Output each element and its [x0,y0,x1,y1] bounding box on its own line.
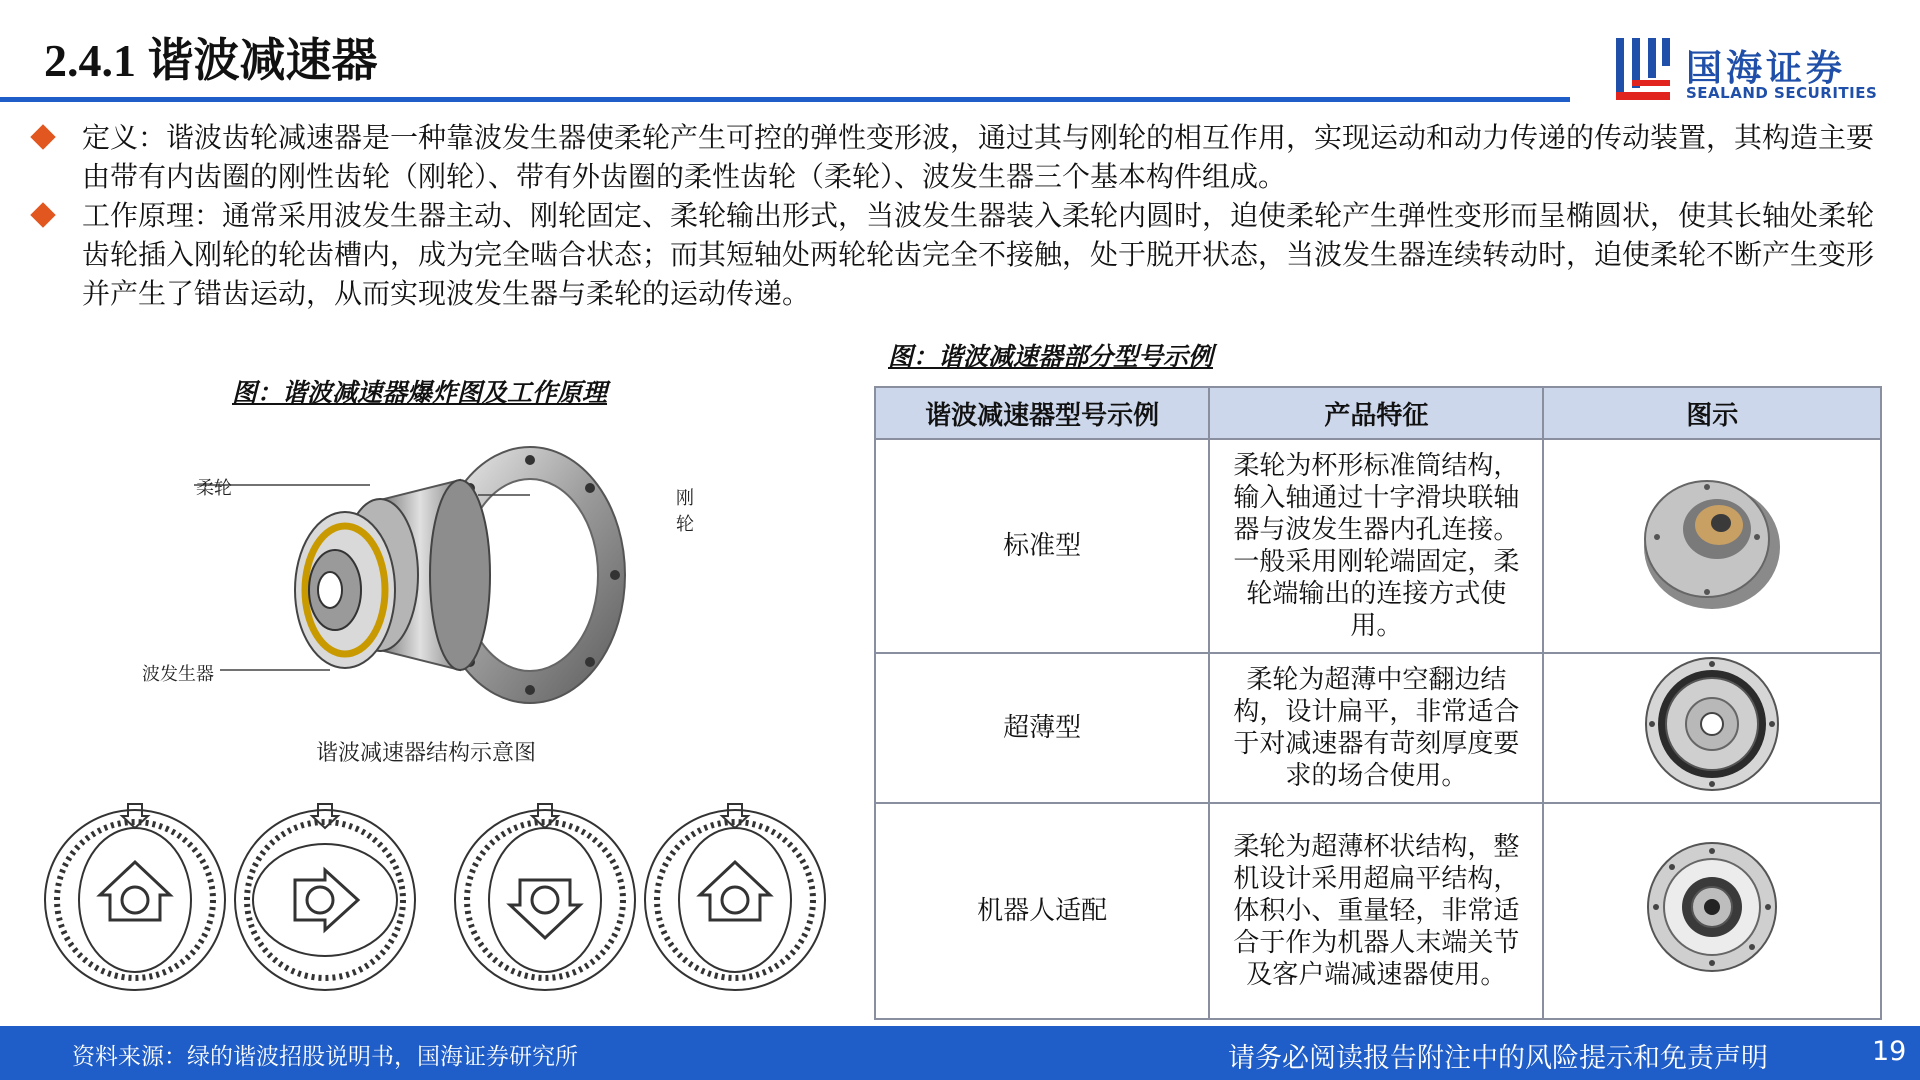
title-divider [0,97,1570,102]
label-circular-spline: 刚轮 [676,488,694,534]
column-header-model: 谐波减速器型号示例 [875,387,1209,439]
disclaimer-text: 请务必阅读报告附注中的风险提示和免责声明 [1228,1043,1768,1074]
table-row [875,439,1881,653]
exploded-view-caption: 谐波减速器结构示意图 [316,740,537,765]
meshing-stage-3 [455,804,635,990]
diamond-bullet-icon [30,202,55,227]
table-row [875,653,1881,803]
right-figure-caption: 图：谐波减速器部分型号示例 [888,342,1214,371]
sealand-logo [1612,34,1882,106]
standard-reducer-image [1637,467,1787,617]
meshing-stage-4 [645,804,825,990]
model-image-cell [1543,439,1881,653]
model-feature-cell: 柔轮为杯形标准筒结构，输入轴通过十字滑块联轴器与波发生器内孔连接。一般采用刚轮端固定，柔轮端输出的连接方式使用。 [1209,439,1543,653]
table-header-row [875,387,1881,439]
bullet-principle [28,196,1898,313]
column-header-feature: 产品特征 [1209,387,1543,439]
sealand-logo-icon [1612,34,1674,104]
robot-reducer-image [1642,837,1782,977]
model-examples-table [874,386,1882,1020]
model-type-cell: 标准型 [875,439,1209,653]
logo-text-cn: 国海证券 [1686,48,1847,89]
page-title: 2.4.1 谐波减速器 [44,35,378,86]
column-header-image: 图示 [1543,387,1881,439]
bullet-text: 工作原理：通常采用波发生器主动、刚轮固定、柔轮输出形式，当波发生器装入柔轮内圆时，迫使柔轮产生弹性变形而呈椭圆状，使其长轴处柔轮齿轮插入刚轮的轮齿槽内，成为完全啮合状态；而其短轴处两轮轮齿完全不接触，处于脱开状态，当波发生器连续转动时，迫使柔轮不断产生变形并产生了错齿运动，从而实现波发生器与柔轮的运动传递。 [82,199,1875,310]
model-type-cell: 超薄型 [875,653,1209,803]
model-feature-cell: 柔轮为超薄杯状结构，整机设计采用超扁平结构，体积小、重量轻，非常适合于作为机器人末端关节及客户端减速器使用。 [1209,803,1543,1019]
footer-bar [0,1026,1920,1080]
left-figure-caption: 图：谐波减速器爆炸图及工作原理 [232,378,608,407]
meshing-stage-2 [235,804,415,990]
label-flexspline: 柔轮 [196,478,232,498]
diamond-bullet-icon [30,124,55,149]
meshing-stages-illustration [40,800,830,1000]
logo-text-en: SEALAND SECURITIES [1686,84,1878,102]
table-row [875,803,1881,1019]
model-image-cell [1543,653,1881,803]
bullet-list [28,118,1898,313]
model-type-cell: 机器人适配 [875,803,1209,1019]
exploded-view-figure [130,430,694,720]
model-feature-cell: 柔轮为超薄中空翻边结构，设计扁平，非常适合于对减速器有苛刻厚度要求的场合使用。 [1209,653,1543,803]
working-principle-diagram [40,800,830,1000]
meshing-stage-1 [45,804,225,990]
page-number: 19 [1872,1036,1907,1067]
bullet-definition [28,118,1898,196]
bullet-text: 定义：谐波齿轮减速器是一种靠波发生器使柔轮产生可控的弹性变形波，通过其与刚轮的相互作用，实现运动和动力传递的传动装置，其构造主要由带有内齿圈的刚性齿轮（刚轮）、带有外齿圈的柔性齿轮（柔轮）、波发生器三个基本构件组成。 [82,121,1875,193]
model-image-cell [1543,803,1881,1019]
source-note: 资料来源：绿的谐波招股说明书，国海证券研究所 [72,1044,578,1070]
ultra-thin-reducer-image [1642,654,1782,794]
label-wave-generator: 波发生器 [142,664,214,684]
